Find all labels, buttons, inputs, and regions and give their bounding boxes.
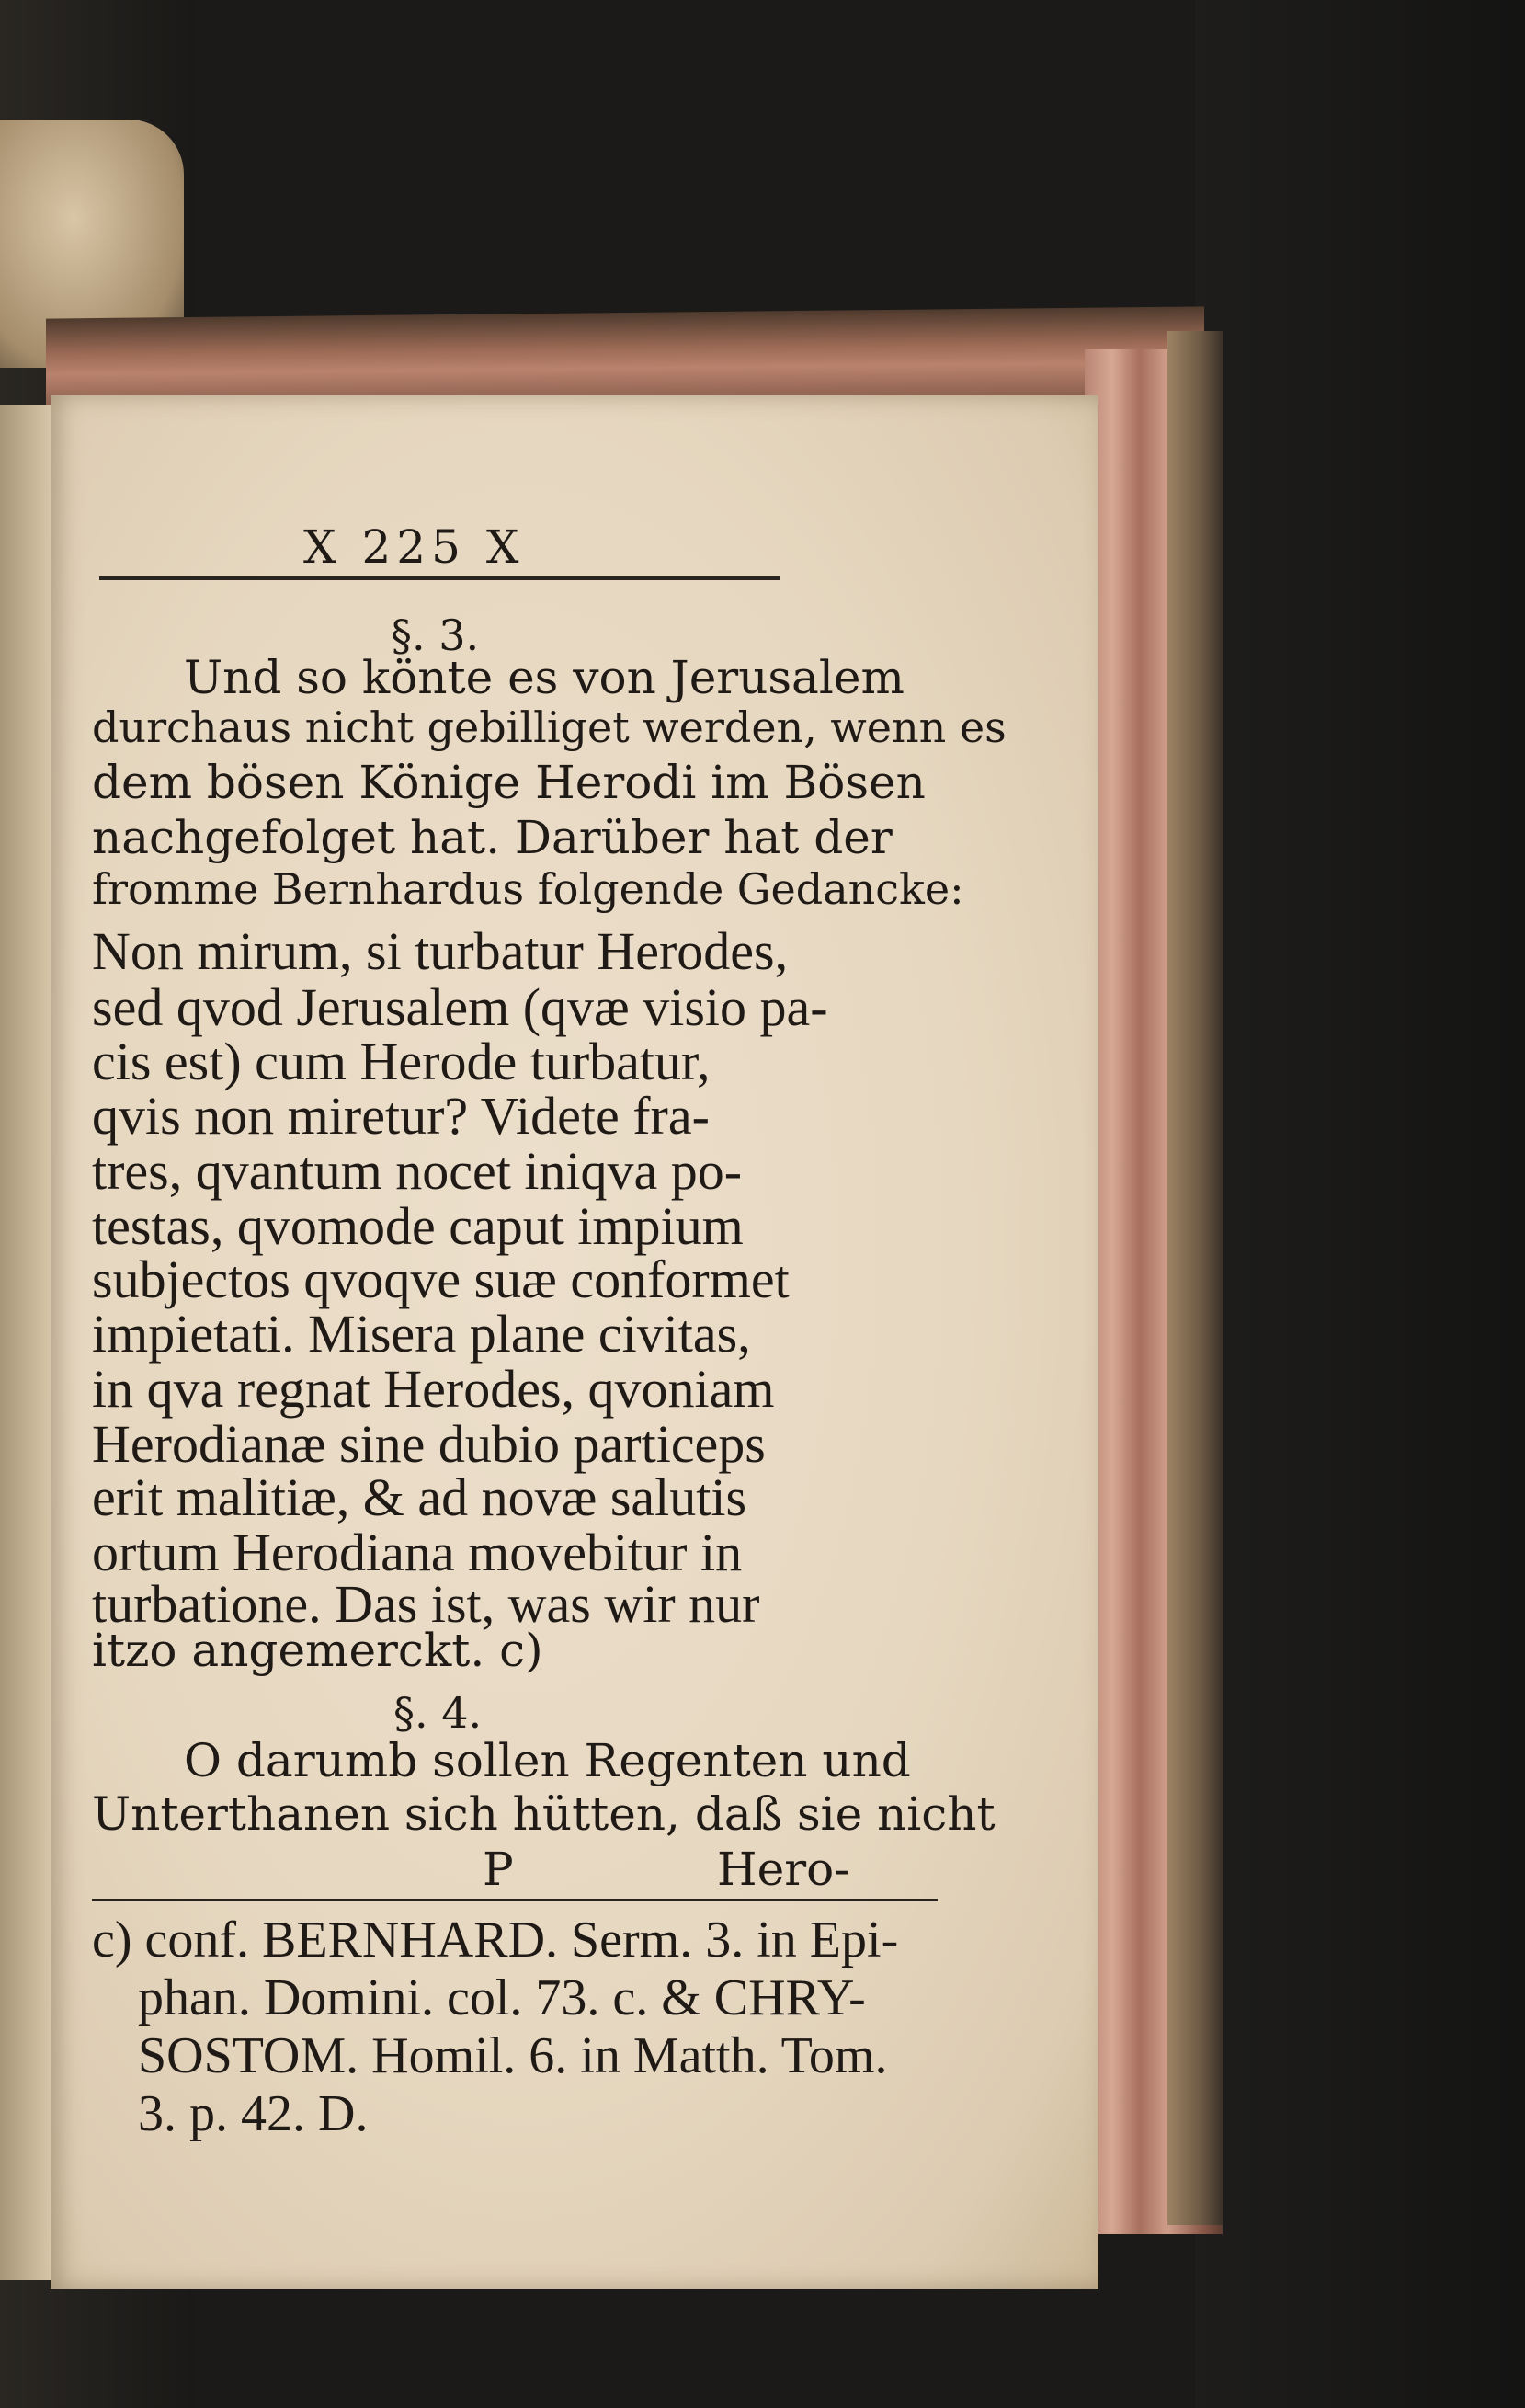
footnote-line: c) conf. BERNHARD. Serm. 3. in Epi-: [92, 1912, 899, 1969]
footnote-line: 3. p. 42. D.: [138, 2085, 369, 2142]
text-line: qvis non miretur? Videte fra-: [92, 1086, 710, 1146]
text-line: ortum Herodiana movebitur in: [92, 1523, 743, 1582]
header-rule: [99, 576, 780, 580]
text-line: durchaus nicht gebilliget werden, wenn es: [92, 702, 1007, 752]
text-line: Non mirum, si turbatur Herodes,: [92, 921, 789, 981]
text-line: dem bösen Könige Herodi im Bösen: [92, 756, 926, 809]
text-line: O darumb sollen Regenten und: [184, 1734, 911, 1787]
text-line: erit malitiæ, & ad novæ salutis: [92, 1467, 747, 1527]
left-page-edge: [0, 405, 57, 2280]
text-line: itzo angemerckt. c): [92, 1624, 543, 1677]
text-line: tres, qvantum nocet iniqva po-: [92, 1141, 743, 1201]
footnote-rule: [92, 1899, 938, 1901]
section-3-heading: §. 3.: [391, 611, 480, 660]
background-right: [1195, 0, 1525, 2408]
footnote-line: SOSTOM. Homil. 6. in Matth. Tom.: [138, 2027, 888, 2084]
section-4-heading: §. 4.: [393, 1688, 483, 1738]
text-line: nachgefolget hat. Darüber hat der: [92, 811, 893, 864]
footnote-line: phan. Domini. col. 73. c. & CHRY-: [138, 1969, 866, 2026]
text-line: Und so könte es von Jerusalem: [184, 651, 905, 704]
text-line: turbatione. Das ist, was wir nur: [92, 1574, 760, 1634]
page-header: X 225 X: [303, 520, 525, 574]
text-line: in qva regnat Herodes, qvoniam: [92, 1359, 775, 1419]
text-line: fromme Bernhardus folgende Gedancke:: [92, 864, 964, 914]
text-line: sed qvod Jerusalem (qvæ visio pa-: [92, 977, 828, 1037]
catchword: Hero-: [717, 1843, 850, 1896]
book-cover-edge: [1167, 331, 1223, 2225]
text-line: cis est) cum Herode turbatur,: [92, 1032, 711, 1091]
text-line: Unterthanen sich hütten, daß sie nicht: [92, 1787, 996, 1841]
text-line: Herodianæ sine dubio particeps: [92, 1414, 766, 1474]
text-line: testas, qvomode caput impium: [92, 1196, 744, 1256]
text-line: impietati. Misera plane civitas,: [92, 1304, 751, 1364]
signature-mark: P: [483, 1843, 514, 1896]
text-line: subjectos qvoqve suæ conformet: [92, 1250, 790, 1309]
